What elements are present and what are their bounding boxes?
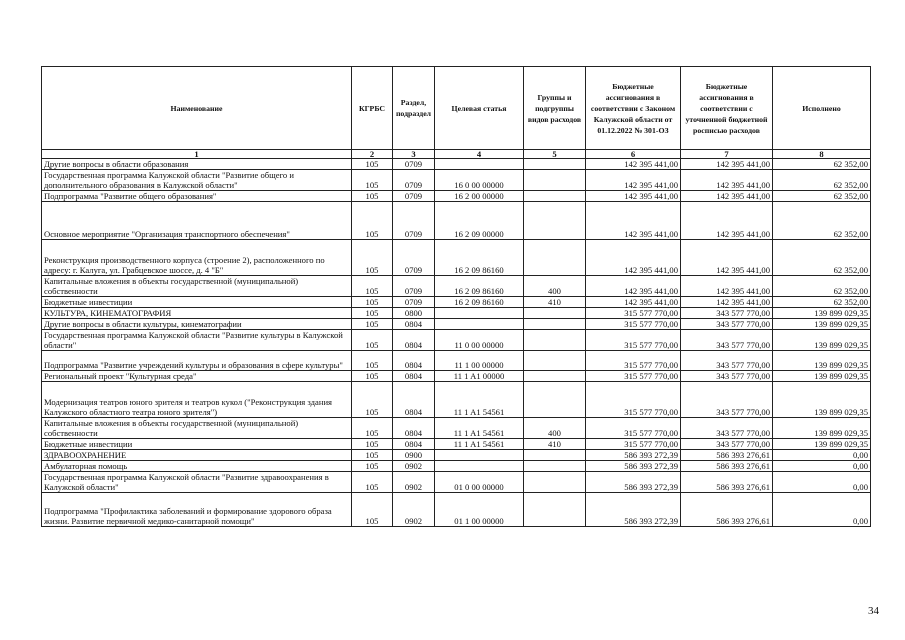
table-cell-law-amount: 315 577 770,00 [586, 382, 681, 418]
header-kgrbs: КГРБС [352, 67, 393, 150]
table-cell-executed-amount: 139 899 029,35 [773, 308, 871, 319]
table-cell-group [524, 330, 586, 351]
table-cell-budget-amount: 142 395 441,00 [681, 276, 773, 297]
table-cell-executed-amount: 0,00 [773, 493, 871, 527]
col-number: 6 [586, 150, 681, 159]
table-cell-kgrbs: 105 [352, 382, 393, 418]
table-cell-law-amount: 142 395 441,00 [586, 170, 681, 191]
table-cell-group [524, 351, 586, 371]
table-cell-budget-amount: 142 395 441,00 [681, 202, 773, 240]
table-cell-group [524, 319, 586, 330]
table-cell-section: 0800 [393, 308, 435, 319]
table-cell-budget-amount: 343 577 770,00 [681, 330, 773, 351]
table-cell-target [435, 159, 524, 170]
table-cell-name: Подпрограмма "Профилактика заболеваний и формирование здорового образа жизни. Развитие первичной медико-санитарной помощи" [42, 493, 352, 527]
table-row [42, 450, 871, 461]
table-cell-executed-amount: 0,00 [773, 450, 871, 461]
table-cell-group: 400 [524, 276, 586, 297]
table-cell-group [524, 493, 586, 527]
table-cell-kgrbs: 105 [352, 276, 393, 297]
col-number: 3 [393, 150, 435, 159]
table-cell-section: 0804 [393, 382, 435, 418]
table-cell-section: 0709 [393, 191, 435, 202]
table-row [42, 461, 871, 472]
header-groups: Группы и подгруппы видов расходов [524, 67, 586, 150]
table-cell-kgrbs: 105 [352, 418, 393, 439]
table-cell-section: 0804 [393, 330, 435, 351]
table-cell-group: 400 [524, 418, 586, 439]
header-executed: Исполнено [773, 67, 871, 150]
table-cell-section: 0902 [393, 472, 435, 493]
table-cell-section: 0709 [393, 297, 435, 308]
table-row [42, 159, 871, 170]
table-cell-name: Другие вопросы в области культуры, кинематографии [42, 319, 352, 330]
table-cell-kgrbs: 105 [352, 202, 393, 240]
table-cell-target [435, 319, 524, 330]
table-cell-kgrbs: 105 [352, 439, 393, 450]
table-cell-law-amount: 315 577 770,00 [586, 418, 681, 439]
table-cell-name: Основное мероприятие "Организация транспортного обеспечения" [42, 202, 352, 240]
table-cell-group: 410 [524, 297, 586, 308]
table-cell-target: 16 0 00 00000 [435, 170, 524, 191]
table-cell-target: 01 1 00 00000 [435, 493, 524, 527]
table-cell-name: Подпрограмма "Развитие общего образования" [42, 191, 352, 202]
table-cell-executed-amount: 62 352,00 [773, 170, 871, 191]
table-cell-executed-amount: 139 899 029,35 [773, 418, 871, 439]
table-row [42, 297, 871, 308]
table-cell-budget-amount: 343 577 770,00 [681, 308, 773, 319]
table-cell-section: 0902 [393, 461, 435, 472]
table-row [42, 191, 871, 202]
table-cell-section: 0900 [393, 450, 435, 461]
table-cell-budget-amount: 586 393 276,61 [681, 493, 773, 527]
table-cell-section: 0709 [393, 202, 435, 240]
table-cell-name: Реконструкция производственного корпуса (строение 2), расположенного по адресу: г. Калуга, ул. Грабцевское шоссе, д. 4 "Б" [42, 240, 352, 276]
table-cell-law-amount: 315 577 770,00 [586, 330, 681, 351]
table-cell-executed-amount: 139 899 029,35 [773, 382, 871, 418]
table-cell-section: 0804 [393, 351, 435, 371]
header-law: Бюджетные ассигнования в соответствии с Законом Калужской области от 01.12.2022 № 301-ОЗ [586, 67, 681, 150]
table-cell-group [524, 159, 586, 170]
table-row [42, 418, 871, 439]
table-cell-group [524, 472, 586, 493]
table-cell-name: Амбулаторная помощь [42, 461, 352, 472]
header-name: Наименование [42, 67, 352, 150]
table-row [42, 472, 871, 493]
table-cell-executed-amount: 62 352,00 [773, 159, 871, 170]
table-cell-budget-amount: 343 577 770,00 [681, 382, 773, 418]
table-cell-section: 0804 [393, 439, 435, 450]
table-cell-name: ЗДРАВООХРАНЕНИЕ [42, 450, 352, 461]
table-cell-law-amount: 315 577 770,00 [586, 351, 681, 371]
table-cell-target [435, 450, 524, 461]
table-cell-law-amount: 142 395 441,00 [586, 202, 681, 240]
table-cell-executed-amount: 139 899 029,35 [773, 371, 871, 382]
table-cell-section: 0902 [393, 493, 435, 527]
table-row [42, 202, 871, 240]
col-number: 4 [435, 150, 524, 159]
table-cell-executed-amount: 62 352,00 [773, 240, 871, 276]
table-header-row [42, 67, 871, 150]
table-cell-law-amount: 142 395 441,00 [586, 240, 681, 276]
table-cell-budget-amount: 586 393 276,61 [681, 461, 773, 472]
table-cell-target: 11 1 A1 00000 [435, 371, 524, 382]
table-cell-kgrbs: 105 [352, 170, 393, 191]
table-cell-budget-amount: 142 395 441,00 [681, 170, 773, 191]
table-row [42, 276, 871, 297]
table-row [42, 170, 871, 191]
table-cell-executed-amount: 62 352,00 [773, 276, 871, 297]
table-cell-section: 0709 [393, 240, 435, 276]
header-section: Раздел, подраздел [393, 67, 435, 150]
table-cell-executed-amount: 62 352,00 [773, 202, 871, 240]
table-cell-kgrbs: 105 [352, 351, 393, 371]
table-cell-name: Бюджетные инвестиции [42, 297, 352, 308]
table-cell-target: 16 2 09 86160 [435, 276, 524, 297]
table-cell-law-amount: 315 577 770,00 [586, 319, 681, 330]
table-row [42, 351, 871, 371]
table-cell-name: Подпрограмма "Развитие учреждений культуры и образования в сфере культуры" [42, 351, 352, 371]
table-cell-budget-amount: 343 577 770,00 [681, 319, 773, 330]
budget-table [41, 66, 871, 527]
table-cell-kgrbs: 105 [352, 240, 393, 276]
table-cell-group [524, 461, 586, 472]
table-cell-kgrbs: 105 [352, 191, 393, 202]
table-cell-group [524, 371, 586, 382]
table-cell-kgrbs: 105 [352, 159, 393, 170]
table-cell-target: 11 0 00 00000 [435, 330, 524, 351]
table-cell-section: 0804 [393, 418, 435, 439]
table-row [42, 240, 871, 276]
table-cell-budget-amount: 343 577 770,00 [681, 371, 773, 382]
table-cell-target: 16 2 00 00000 [435, 191, 524, 202]
table-cell-section: 0804 [393, 371, 435, 382]
table-cell-budget-amount: 142 395 441,00 [681, 297, 773, 308]
table-cell-executed-amount: 0,00 [773, 461, 871, 472]
table-cell-executed-amount: 62 352,00 [773, 297, 871, 308]
table-cell-name: Капитальные вложения в объекты государственной (муниципальной) собственности [42, 418, 352, 439]
table-cell-kgrbs: 105 [352, 297, 393, 308]
table-row [42, 319, 871, 330]
table-cell-section: 0709 [393, 159, 435, 170]
col-number: 5 [524, 150, 586, 159]
table-cell-kgrbs: 105 [352, 450, 393, 461]
table-cell-law-amount: 586 393 272,39 [586, 461, 681, 472]
col-number: 1 [42, 150, 352, 159]
table-cell-group [524, 382, 586, 418]
table-cell-name: Модернизация театров юного зрителя и театров кукол ("Реконструкция здания Калужского областного театра юного зрителя") [42, 382, 352, 418]
table-cell-target [435, 308, 524, 319]
table-cell-group [524, 450, 586, 461]
table-row [42, 330, 871, 351]
table-cell-executed-amount: 139 899 029,35 [773, 319, 871, 330]
table-cell-executed-amount: 139 899 029,35 [773, 439, 871, 450]
table-cell-kgrbs: 105 [352, 319, 393, 330]
table-cell-law-amount: 586 393 272,39 [586, 450, 681, 461]
table-cell-group [524, 202, 586, 240]
table-cell-name: Бюджетные инвестиции [42, 439, 352, 450]
table-cell-law-amount: 142 395 441,00 [586, 297, 681, 308]
table-cell-budget-amount: 586 393 276,61 [681, 450, 773, 461]
table-cell-target: 16 2 09 86160 [435, 297, 524, 308]
table-cell-executed-amount: 139 899 029,35 [773, 330, 871, 351]
table-cell-budget-amount: 343 577 770,00 [681, 418, 773, 439]
table-row [42, 493, 871, 527]
table-cell-executed-amount: 62 352,00 [773, 191, 871, 202]
table-cell-law-amount: 586 393 272,39 [586, 493, 681, 527]
table-cell-section: 0709 [393, 276, 435, 297]
table-cell-law-amount: 142 395 441,00 [586, 276, 681, 297]
table-cell-law-amount: 142 395 441,00 [586, 191, 681, 202]
table-cell-name: Государственная программа Калужской области "Развитие здравоохранения в Калужской области" [42, 472, 352, 493]
col-number: 8 [773, 150, 871, 159]
table-cell-budget-amount: 343 577 770,00 [681, 351, 773, 371]
table-cell-target: 11 1 00 00000 [435, 351, 524, 371]
table-cell-kgrbs: 105 [352, 493, 393, 527]
table-cell-law-amount: 315 577 770,00 [586, 308, 681, 319]
table-cell-budget-amount: 142 395 441,00 [681, 191, 773, 202]
table-cell-target [435, 461, 524, 472]
header-target: Целевая статья [435, 67, 524, 150]
table-cell-name: Региональный проект "Культурная среда" [42, 371, 352, 382]
table-cell-target: 11 1 A1 54561 [435, 418, 524, 439]
table-cell-target: 11 1 A1 54561 [435, 439, 524, 450]
table-cell-group [524, 191, 586, 202]
table-cell-law-amount: 315 577 770,00 [586, 439, 681, 450]
table-cell-executed-amount: 139 899 029,35 [773, 351, 871, 371]
table-cell-target: 11 1 A1 54561 [435, 382, 524, 418]
table-cell-group [524, 170, 586, 191]
table-cell-kgrbs: 105 [352, 330, 393, 351]
table-row [42, 308, 871, 319]
page-number: 34 [868, 605, 879, 617]
table-cell-budget-amount: 142 395 441,00 [681, 240, 773, 276]
table-cell-kgrbs: 105 [352, 308, 393, 319]
table-cell-target: 01 0 00 00000 [435, 472, 524, 493]
col-number: 7 [681, 150, 773, 159]
table-cell-target: 16 2 09 86160 [435, 240, 524, 276]
header-budget: Бюджетные ассигнования в соответствии с уточненной бюджетной росписью расходов [681, 67, 773, 150]
table-cell-budget-amount: 586 393 276,61 [681, 472, 773, 493]
table-cell-law-amount: 142 395 441,00 [586, 159, 681, 170]
column-numbers-row [42, 150, 871, 159]
col-number: 2 [352, 150, 393, 159]
table-cell-name: Государственная программа Калужской области "Развитие общего и дополнительного образования в Калужской области" [42, 170, 352, 191]
table-cell-budget-amount: 343 577 770,00 [681, 439, 773, 450]
table-cell-group [524, 308, 586, 319]
table-cell-law-amount: 586 393 272,39 [586, 472, 681, 493]
table-cell-name: Государственная программа Калужской области "Развитие культуры в Калужской области" [42, 330, 352, 351]
table-row [42, 439, 871, 450]
table-row [42, 371, 871, 382]
table-cell-section: 0709 [393, 170, 435, 191]
table-row [42, 382, 871, 418]
table-cell-kgrbs: 105 [352, 371, 393, 382]
table-cell-executed-amount: 0,00 [773, 472, 871, 493]
table-cell-budget-amount: 142 395 441,00 [681, 159, 773, 170]
table-cell-group: 410 [524, 439, 586, 450]
table-cell-name: Капитальные вложения в объекты государственной (муниципальной) собственности [42, 276, 352, 297]
table-cell-kgrbs: 105 [352, 461, 393, 472]
table-cell-name: Другие вопросы в области образования [42, 159, 352, 170]
table-cell-name: КУЛЬТУРА, КИНЕМАТОГРАФИЯ [42, 308, 352, 319]
table-cell-group [524, 240, 586, 276]
table-cell-kgrbs: 105 [352, 472, 393, 493]
table-cell-target: 16 2 09 00000 [435, 202, 524, 240]
table-cell-law-amount: 315 577 770,00 [586, 371, 681, 382]
table-cell-section: 0804 [393, 319, 435, 330]
